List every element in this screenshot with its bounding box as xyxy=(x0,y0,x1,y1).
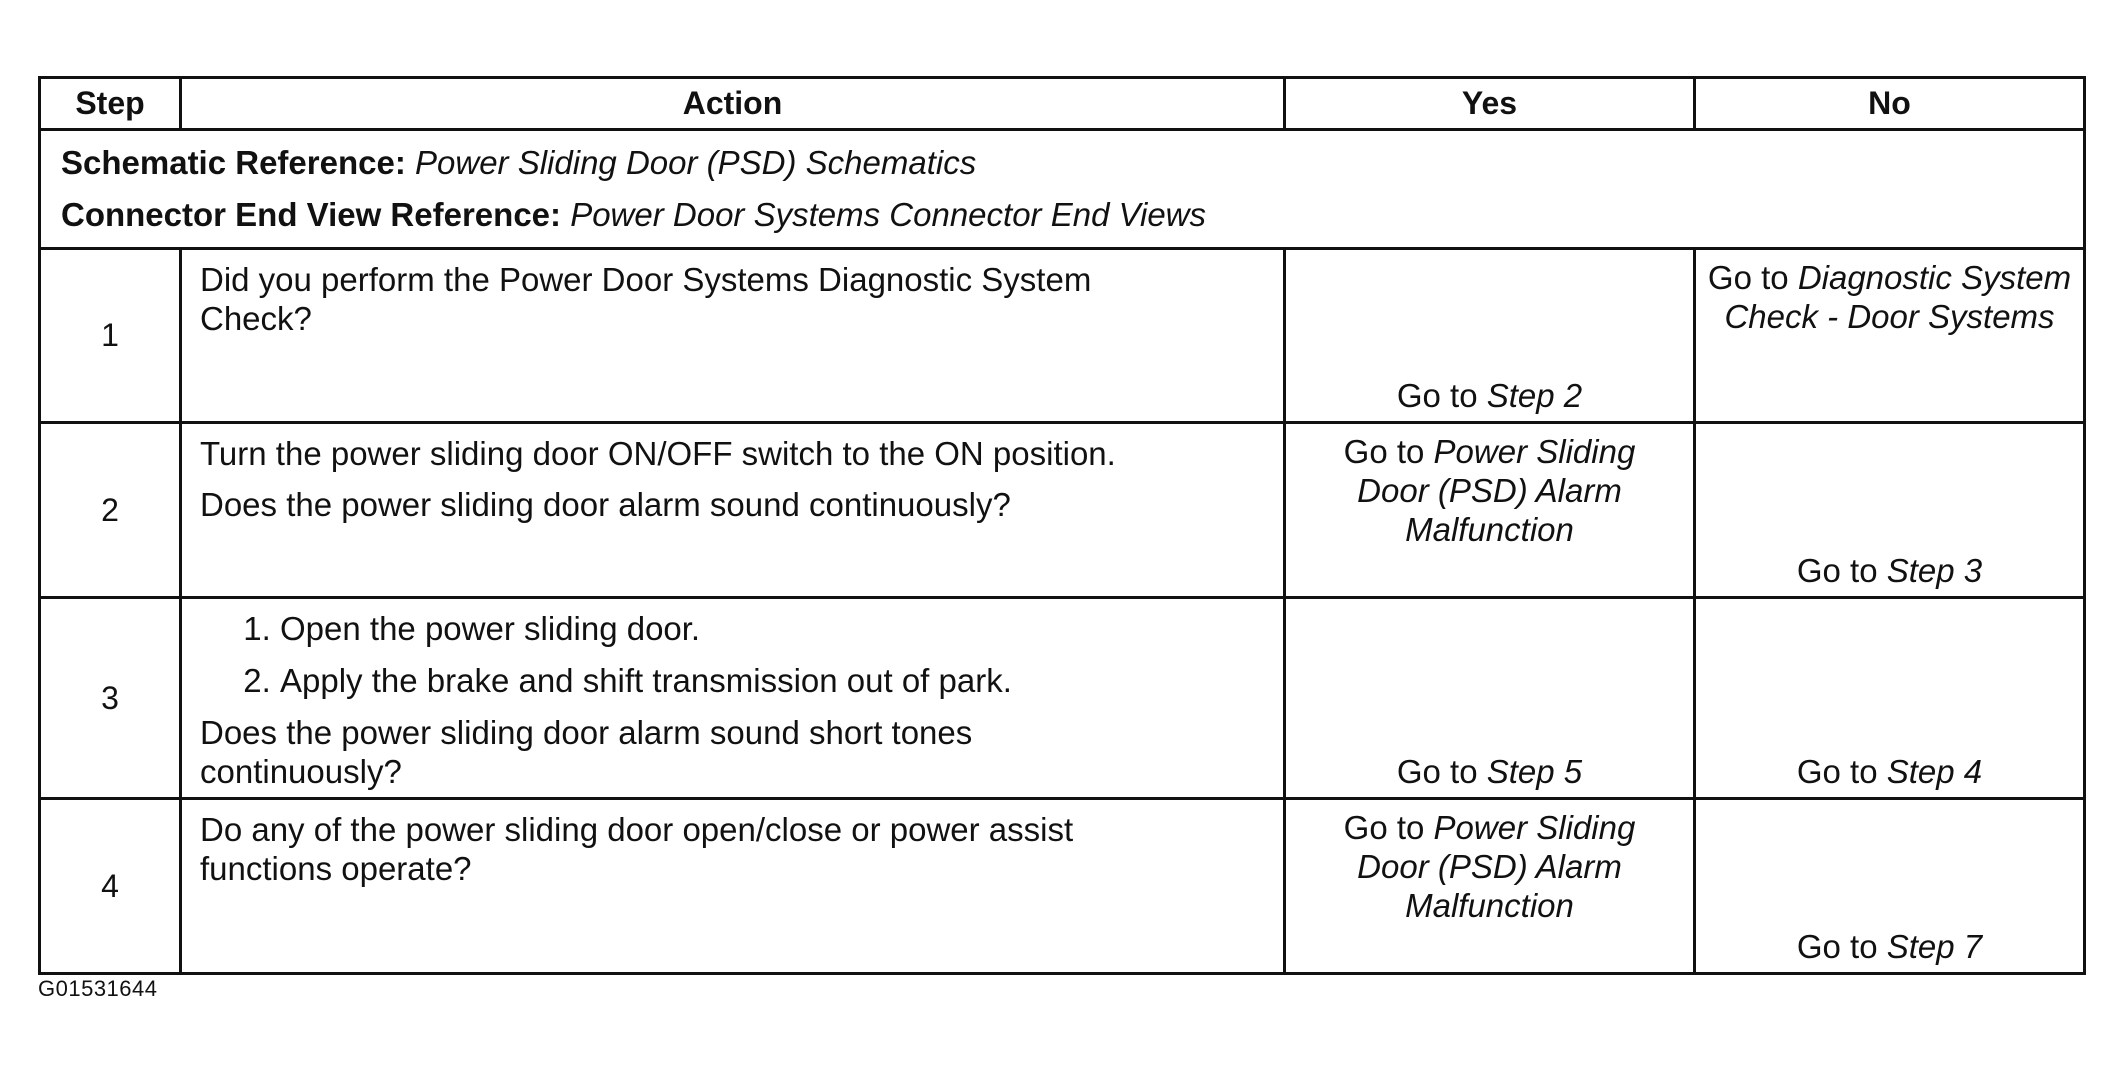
yes-result[interactable]: Go to Power Sliding Door (PSD) Alarm Malfunction xyxy=(1343,809,1636,924)
action-cell xyxy=(181,249,1285,423)
reference-row xyxy=(40,130,2085,249)
no-cell xyxy=(1695,799,2085,974)
action-text: Did you perform the Power Door Systems Diagnostic System Check? xyxy=(200,261,1092,337)
yes-cell xyxy=(1285,423,1695,598)
header-step: Step xyxy=(40,78,181,130)
figure-id: G01531644 xyxy=(38,976,158,1001)
substep-item: 1. Open the power sliding door. xyxy=(280,609,1267,648)
substep-item: 2. Apply the brake and shift transmission out of park. xyxy=(280,661,1267,700)
diagnostic-table xyxy=(38,76,2086,975)
schematic-reference xyxy=(61,137,2083,189)
step-number: 3 xyxy=(40,598,181,799)
header-action: Action xyxy=(181,78,1285,130)
no-target-link[interactable]: Step 3 xyxy=(1886,552,1983,589)
table-row xyxy=(40,423,2085,598)
no-target-link[interactable]: Step 7 xyxy=(1886,928,1983,965)
action-cell xyxy=(181,598,1285,799)
step-number: 1 xyxy=(40,249,181,423)
yes-target-link[interactable]: Power Sliding Door (PSD) Alarm Malfunction xyxy=(1357,809,1636,924)
substep-list xyxy=(200,609,1267,700)
yes-result[interactable]: Go to Step 5 xyxy=(1396,753,1583,790)
reference-cell xyxy=(40,130,2085,249)
action-question: Does the power sliding door alarm sound short tones continuously? xyxy=(200,714,973,790)
yes-result[interactable]: Go to Power Sliding Door (PSD) Alarm Malfunction xyxy=(1343,433,1636,548)
action-text: Turn the power sliding door ON/OFF switch to the ON position. xyxy=(200,435,1116,472)
schematic-reference-link[interactable]: Power Sliding Door (PSD) Schematics xyxy=(415,144,977,181)
table-row xyxy=(40,249,2085,423)
connector-reference-link[interactable]: Power Door Systems Connector End Views xyxy=(570,196,1207,233)
no-result[interactable]: Go to Step 4 xyxy=(1796,753,1983,790)
no-result[interactable]: Go to Diagnostic System Check - Door Systems xyxy=(1707,259,2072,335)
yes-target-link[interactable]: Step 2 xyxy=(1486,377,1583,414)
no-result[interactable]: Go to Step 7 xyxy=(1796,928,1983,965)
no-target-link[interactable]: Step 4 xyxy=(1886,753,1983,790)
action-question: Does the power sliding door alarm sound continuously? xyxy=(200,486,1011,523)
yes-target-link[interactable]: Step 5 xyxy=(1486,753,1583,790)
schematic-reference-label: Schematic Reference: xyxy=(61,144,406,181)
header-yes: Yes xyxy=(1285,78,1695,130)
no-result[interactable]: Go to Step 3 xyxy=(1796,552,1983,589)
action-cell xyxy=(181,423,1285,598)
header-row xyxy=(40,78,2085,130)
no-cell xyxy=(1695,598,2085,799)
connector-reference xyxy=(61,189,2083,241)
no-cell xyxy=(1695,423,2085,598)
yes-result[interactable]: Go to Step 2 xyxy=(1396,377,1583,414)
no-target-link[interactable]: Diagnostic System Check - Door Systems xyxy=(1724,259,2072,335)
table-row xyxy=(40,799,2085,974)
step-number: 2 xyxy=(40,423,181,598)
connector-reference-label: Connector End View Reference: xyxy=(61,196,562,233)
no-cell xyxy=(1695,249,2085,423)
action-question: Do any of the power sliding door open/close or power assist functions operate? xyxy=(200,811,1074,887)
header-no: No xyxy=(1695,78,2085,130)
yes-cell xyxy=(1285,598,1695,799)
yes-target-link[interactable]: Power Sliding Door (PSD) Alarm Malfunction xyxy=(1357,433,1636,548)
action-cell xyxy=(181,799,1285,974)
table-row xyxy=(40,598,2085,799)
yes-cell xyxy=(1285,799,1695,974)
step-number: 4 xyxy=(40,799,181,974)
yes-cell xyxy=(1285,249,1695,423)
